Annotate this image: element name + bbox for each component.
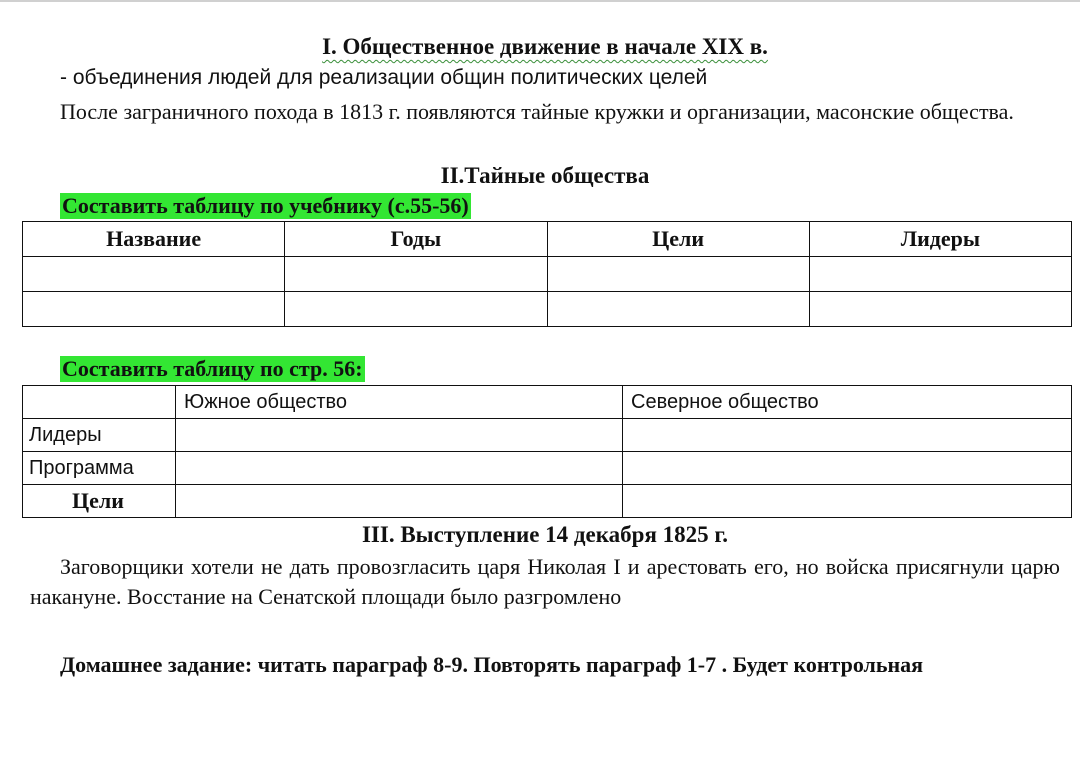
table2-header-row	[23, 386, 1072, 419]
table1-header-name: Название	[23, 222, 285, 257]
table-cell[interactable]	[285, 292, 547, 327]
table2-row-label-leaders: Лидеры	[23, 419, 176, 452]
section3-text: Заговорщики хотели не дать провозгласить царя Николая I и арестовать его, но войска присягнули царю накануне. Восстание на Сенатской площади было разгромлено	[30, 554, 1060, 609]
table-societies-comparison	[22, 385, 1072, 518]
table2-header-north: Северное общество	[623, 386, 1072, 419]
table-cell[interactable]	[285, 257, 547, 292]
table-cell[interactable]	[23, 257, 285, 292]
section1-definition-block	[30, 64, 1060, 92]
table2-row-label-program: Программа	[23, 452, 176, 485]
section1-text: После заграничного похода в 1813 г. появляются тайные кружки и организации, масонские общества.	[60, 99, 1014, 124]
table-cell[interactable]	[809, 292, 1071, 327]
table-cell[interactable]	[809, 257, 1071, 292]
table1-header-goals: Цели	[547, 222, 809, 257]
table1-header-years: Годы	[285, 222, 547, 257]
table2-header-south: Южное общество	[176, 386, 623, 419]
task2-block	[30, 356, 1060, 382]
table-cell[interactable]	[623, 485, 1072, 518]
table1-header-row	[23, 222, 1072, 257]
task1-highlight: Составить таблицу по учебнику (с.55-56)	[62, 193, 469, 218]
table-cell[interactable]	[547, 292, 809, 327]
task2-highlight: Составить таблицу по стр. 56:	[62, 356, 363, 381]
table-row	[23, 452, 1072, 485]
top-border-line	[0, 0, 1080, 2]
table2-row-label-goals: Цели	[23, 485, 176, 518]
table-row	[23, 257, 1072, 292]
section3-title: III. Выступление 14 декабря 1825 г.	[361, 522, 728, 547]
section1-definition: - объединения людей для реализации общин политических целей	[60, 66, 708, 89]
table-cell[interactable]	[176, 485, 623, 518]
table-cell[interactable]	[547, 257, 809, 292]
table-secret-societies	[22, 221, 1072, 327]
table-cell[interactable]	[23, 292, 285, 327]
table-row	[23, 485, 1072, 518]
table-cell[interactable]	[623, 452, 1072, 485]
table2-header-blank	[23, 386, 176, 419]
table-cell[interactable]	[176, 419, 623, 452]
task1-block	[30, 193, 1060, 219]
section2-title: II.Тайные общества	[440, 163, 650, 188]
table-cell[interactable]	[623, 419, 1072, 452]
homework-text: Домашнее задание: читать параграф 8-9. Повторять параграф 1-7 . Будет контрольная	[60, 652, 924, 677]
table1-header-leaders: Лидеры	[809, 222, 1071, 257]
section1-title: I. Общественное движение в начале XIX в.	[322, 34, 768, 59]
table-row	[23, 292, 1072, 327]
table-row	[23, 419, 1072, 452]
table-cell[interactable]	[176, 452, 623, 485]
